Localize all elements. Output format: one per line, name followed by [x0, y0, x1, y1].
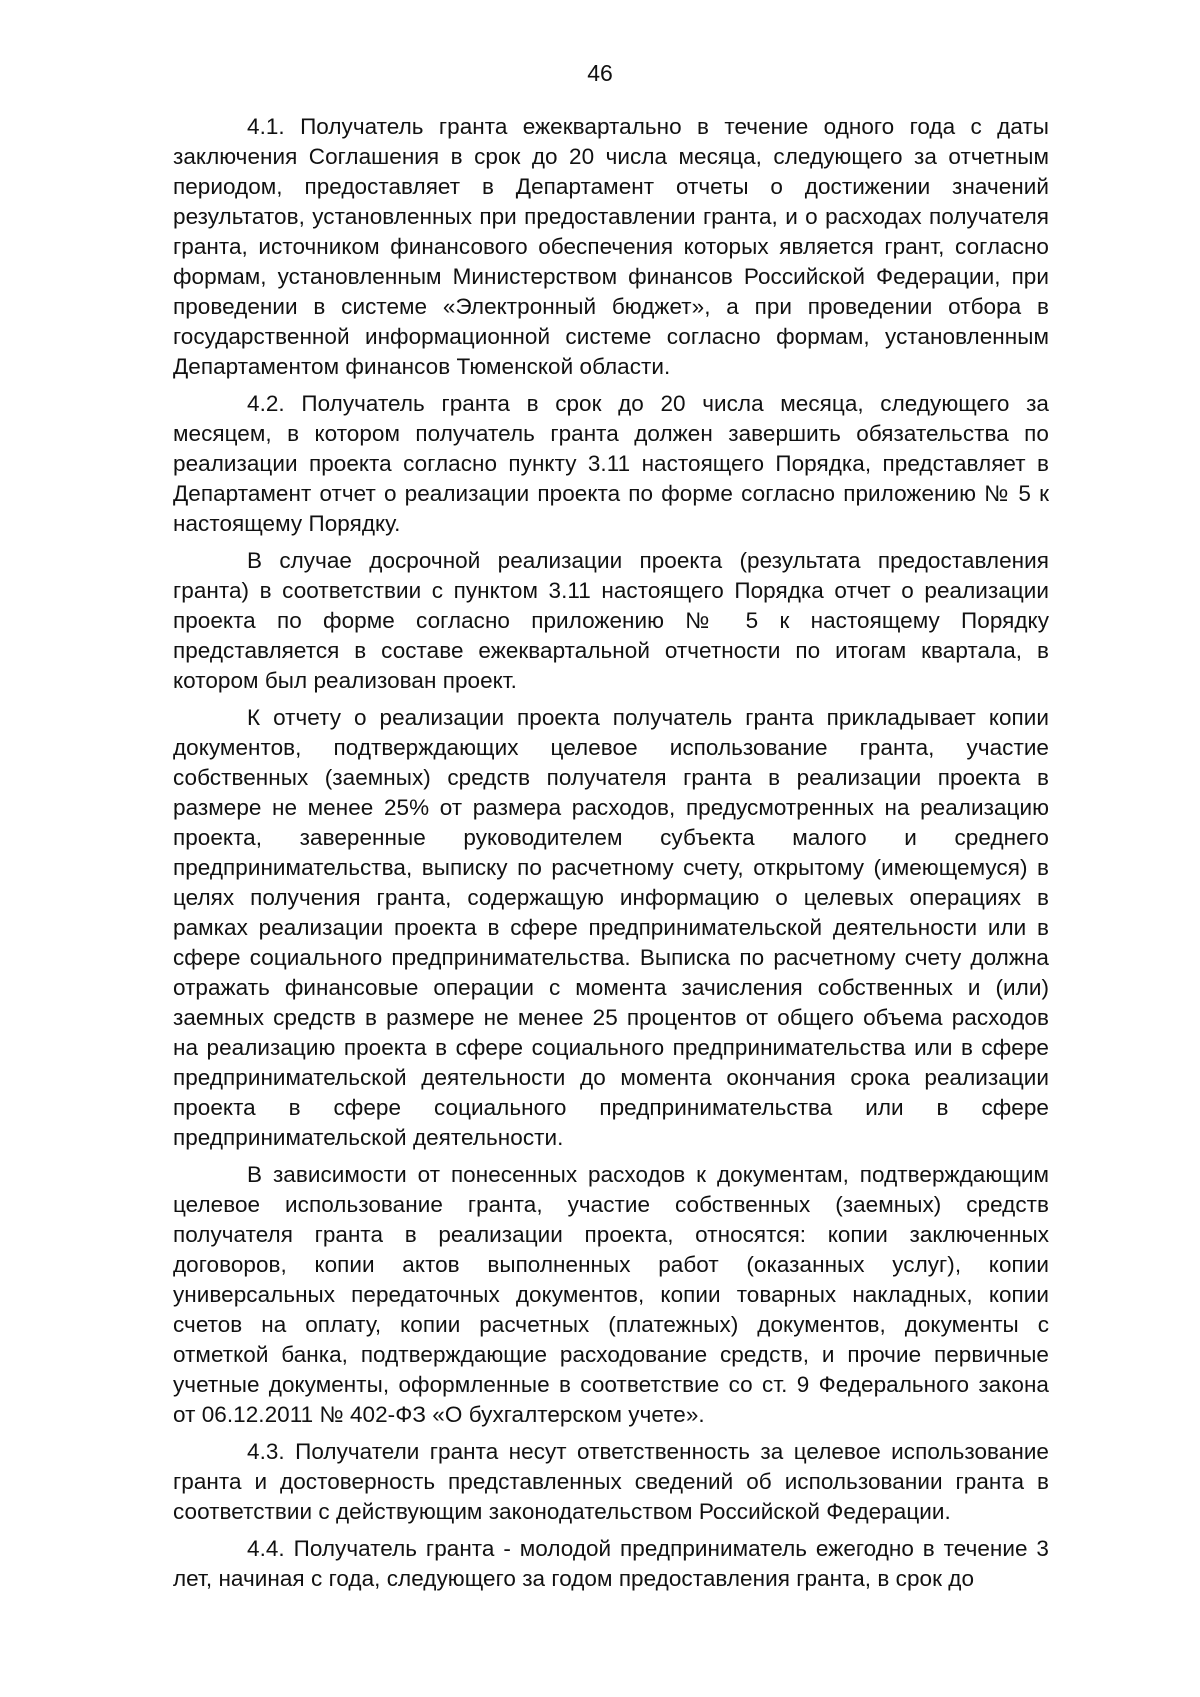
paragraph-4-4: 4.4. Получатель гранта - молодой предприниматель ежегодно в течение 3 лет, начиная с года, следующего за годом предоставления гранта, в срок до: [173, 1536, 1049, 1591]
paragraph-4-3: 4.3. Получатели гранта несут ответственность за целевое использование гранта и достоверность представленных сведений об использовании гранта в соответствии с действующим законодательством Российской Федерации.: [173, 1439, 1049, 1524]
paragraph-supporting-documents: В зависимости от понесенных расходов к документам, подтверждающим целевое использование гранта, участие собственных (заемных) средств получателя гранта в реализации проекта, относятся: копии заключенных договоров, копии актов выполненных работ (оказанных услуг), копии универсальных передаточных документов, копии товарных накладных, копии счетов на оплату, копии расчетных (платежных) документов, документы с отметкой банка, подтверждающие расходование средств, и прочие первичные учетные документы, оформленные в соответствие со ст. 9 Федерального закона от 06.12.2011 № 402-ФЗ «О бухгалтерском учете».: [173, 1162, 1049, 1427]
paragraph-early-completion: В случае досрочной реализации проекта (результата предоставления гранта) в соответствии с пунктом 3.11 настоящего Порядка отчет о реализации проекта по форме согласно приложению № 5 к настоящему Порядку представляется в составе ежеквартальной отчетности по итогам квартала, в котором был реализован проект.: [173, 548, 1049, 693]
page-number: 46: [587, 60, 613, 86]
paragraph-4-2: 4.2. Получатель гранта в срок до 20 числа месяца, следующего за месяцем, в котором получатель гранта должен завершить обязательства по реализации проекта согласно пункту 3.11 настоящего Порядка, представляет в Департамент отчет о реализации проекта по форме согласно приложению № 5 к настоящему Порядку.: [173, 391, 1049, 536]
document-body: [173, 112, 1049, 1601]
paragraph-report-attachments: К отчету о реализации проекта получатель гранта прикладывает копии документов, подтверждающих целевое использование гранта, участие собственных (заемных) средств получателя гранта в реализации проекта в размере не менее 25% от размера расходов, предусмотренных на реализацию проекта, заверенные руководителем субъекта малого и среднего предпринимательства, выписку по расчетному счету, открытому (имеющемуся) в целях получения гранта, содержащую информацию о целевых операциях в рамках реализации проекта в сфере предпринимательской деятельности или в сфере социального предпринимательства. Выписка по расчетному счету должна отражать финансовые операции с момента зачисления собственных и (или) заемных средств в размере не менее 25 процентов от общего объема расходов на реализацию проекта в сфере социального предпринимательства или в сфере предпринимательской деятельности до момента окончания срока реализации проекта в сфере социального предпринимательства или в сфере предпринимательской деятельности.: [173, 705, 1049, 1150]
paragraph-4-1: 4.1. Получатель гранта ежеквартально в течение одного года с даты заключения Соглашения в срок до 20 числа месяца, следующего за отчетным периодом, предоставляет в Департамент отчеты о достижении значений результатов, установленных при предоставлении гранта, и о расходах получателя гранта, источником финансового обеспечения которых является грант, согласно формам, установленным Министерством финансов Российской Федерации, при проведении в системе «Электронный бюджет», а при проведении отбора в государственной информационной системе согласно формам, установленным Департаментом финансов Тюменской области.: [173, 114, 1049, 379]
